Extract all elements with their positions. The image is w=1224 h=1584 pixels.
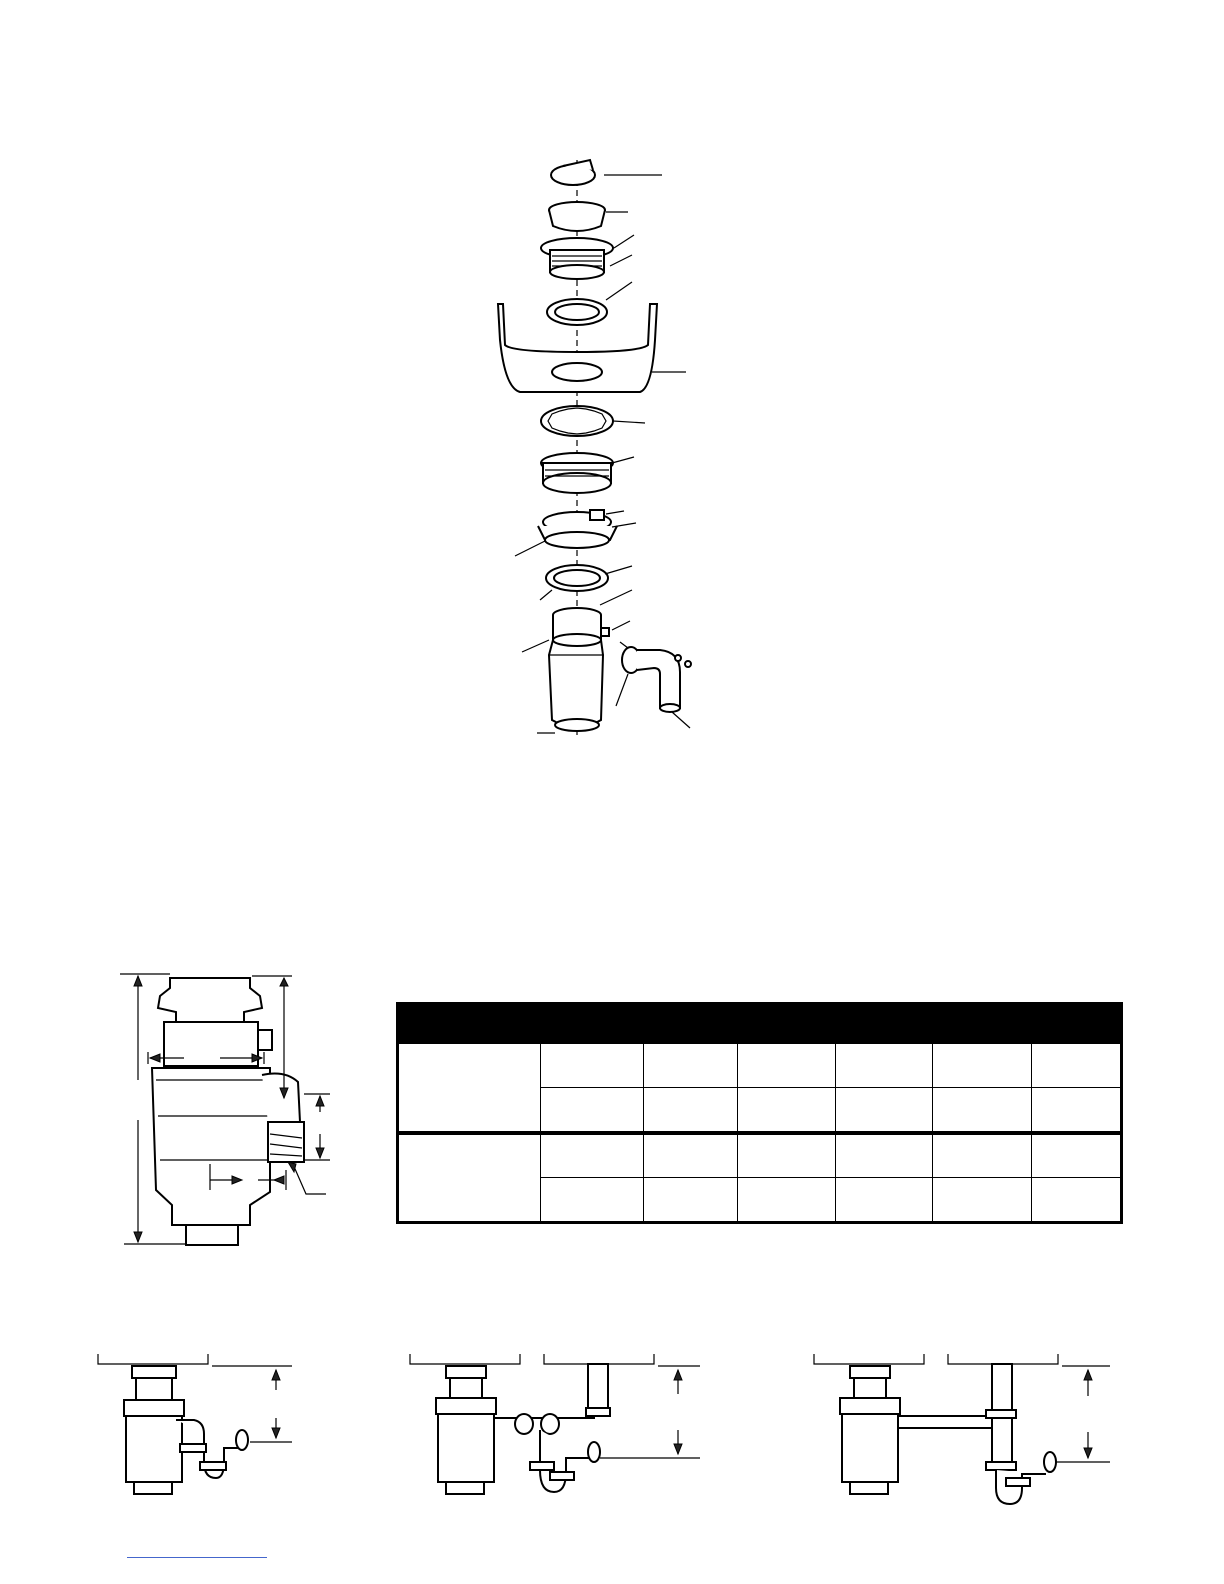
spec-table-column-divider: [932, 1044, 933, 1224]
spec-table-column-divider: [737, 1044, 738, 1224]
spec-table: [396, 1002, 1123, 1224]
footer-link-rule: [127, 1557, 267, 1558]
plumbing-example-single-bowl: [98, 1354, 292, 1494]
spec-table-column-divider: [835, 1044, 836, 1224]
spec-table-label-column-divider: [540, 1044, 541, 1224]
spec-table-row-divider: [541, 1087, 1121, 1088]
plumbing-example-double-bowl-left: [410, 1354, 700, 1494]
spec-table-column-divider: [643, 1044, 644, 1224]
spec-table-column-divider: [1031, 1044, 1032, 1224]
plumbing-example-double-bowl-right: [814, 1354, 1110, 1504]
disposer-outline: [152, 978, 304, 1245]
spec-table-group-divider: [396, 1131, 1123, 1135]
spec-table-row-divider: [541, 1177, 1121, 1178]
